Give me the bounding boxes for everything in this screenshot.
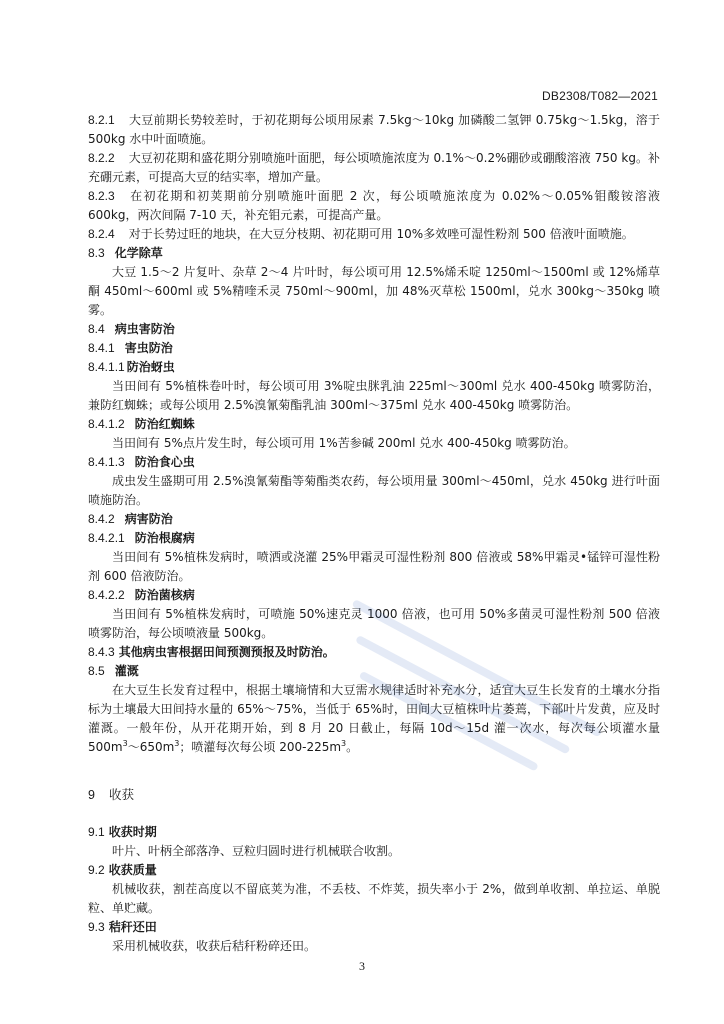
superscript: 3	[341, 739, 347, 748]
clause-text: 大豆初花期和盛花期分别喷施叶面肥，每公顷喷施浓度为 0.1%～0.2%硼砂或硼酸溶液 750 kg。补充硼元素，可提高大豆的结实率，增加产量。	[88, 151, 660, 184]
heading-number: 8.4.2	[88, 512, 115, 526]
clause-number: 8.2.4	[88, 227, 115, 241]
heading-title: 其他病虫害根据田间预测预报及时防治。	[118, 645, 335, 659]
heading-number: 8.4.1.2	[88, 417, 125, 431]
heading-number: 8.5	[88, 664, 105, 678]
heading-8-3	[88, 244, 660, 263]
text-part: 。	[346, 740, 359, 754]
clause-text-9-1: 叶片、叶柄全部落净、豆粒归圆时进行机械联合收割。	[112, 844, 401, 858]
heading-title: 收获时期	[108, 825, 157, 839]
heading-8-4-1-3	[88, 453, 660, 472]
superscript: 3	[174, 739, 180, 748]
heading-number: 8.4	[88, 322, 105, 336]
heading-number: 9.1	[88, 825, 105, 839]
clause-8-2-4	[88, 225, 660, 244]
clause-text-8-4-1-1: 当田间有 5%植株卷叶时，每公顷可用 3%啶虫脒乳油 225ml～300ml 兑水 400-450kg 喷雾防治，兼防红蜘蛛；或每公顷用 2.5%溴氰菊酯乳油 300ml～375ml 兑水 400-450kg 喷雾防治。	[88, 379, 660, 412]
text-part: ；喷灌每次每公顷 200-225m	[179, 740, 342, 754]
heading-8-5	[88, 662, 660, 681]
heading-8-4-2	[88, 510, 660, 529]
heading-8-4-1-1	[88, 358, 660, 377]
heading-title: 防治食心虫	[134, 455, 195, 469]
heading-number: 8.4.3	[88, 645, 115, 659]
clause-text-8-5	[88, 681, 660, 757]
clause-number: 8.2.3	[88, 189, 115, 203]
heading-title: 化学除草	[114, 246, 163, 260]
heading-9-1	[88, 823, 660, 842]
heading-title: 防治蚜虫	[126, 360, 175, 374]
heading-title: 防治根腐病	[134, 531, 195, 545]
heading-title: 害虫防治	[124, 341, 173, 355]
heading-9-3	[88, 918, 660, 937]
heading-title: 病虫害防治	[114, 322, 175, 336]
clause-text-8-4-1-2: 当田间有 5%点片发生时，每公顷可用 1%苦参碱 200ml 兑水 400-450kg 喷雾防治。	[112, 436, 576, 450]
document-body	[88, 111, 660, 956]
chapter-number: 9	[88, 788, 95, 802]
heading-number: 8.4.1.3	[88, 455, 125, 469]
heading-title: 防治红蜘蛛	[134, 417, 195, 431]
heading-8-4	[88, 320, 660, 339]
chapter-title: 收获	[108, 787, 134, 802]
document-code: DB2308/T082—2021	[542, 89, 658, 103]
superscript: 3	[122, 739, 128, 748]
heading-number: 8.4.1	[88, 341, 115, 355]
clause-text-9-3: 采用机械收获，收获后秸秆粉碎还田。	[112, 939, 317, 953]
heading-number: 8.4.1.1	[88, 360, 125, 374]
heading-8-4-2-2	[88, 586, 660, 605]
clause-text: 在初花期和初荚期前分别喷施叶面肥 2 次，每公顷喷施浓度为 0.02%～0.05%钼酸铵溶液 600kg，两次间隔 7-10 天，补充钼元素，可提高产量。	[88, 189, 660, 222]
heading-title: 秸秆还田	[108, 920, 157, 934]
heading-title: 灌溉	[114, 664, 139, 678]
heading-8-4-2-1	[88, 529, 660, 548]
heading-number: 8.3	[88, 246, 105, 260]
clause-text: 对于长势过旺的地块，在大豆分枝期、初花期可用 10%多效唑可湿性粉剂 500 倍液叶面喷施。	[128, 227, 634, 241]
heading-number: 9.2	[88, 863, 105, 877]
clause-text: 大豆前期长势较差时，于初花期每公顷用尿素 7.5kg～10kg 加磷酸二氢钾 0.75kg～1.5kg，溶于 500kg 水中叶面喷施。	[88, 113, 660, 146]
heading-8-4-1-2	[88, 415, 660, 434]
clause-text-8-4-2-1: 当田间有 5%植株发病时，喷洒或浇灌 25%甲霜灵可湿性粉剂 800 倍液或 58%甲霜灵•锰锌可湿性粉剂 600 倍液防治。	[88, 550, 660, 583]
heading-number: 9.3	[88, 920, 105, 934]
heading-title: 收获质量	[108, 863, 157, 877]
clause-8-2-3	[88, 187, 660, 225]
chapter-9-heading	[88, 785, 660, 805]
clause-text-9-2: 机械收获，割茬高度以不留底荚为准，不丢枝、不炸荚，损失率小于 2%，做到单收割、单拉运、单脱粒、单贮藏。	[88, 882, 660, 915]
heading-8-4-3	[88, 643, 660, 662]
page-number: 3	[359, 959, 365, 973]
clause-number: 8.2.1	[88, 113, 115, 127]
heading-title: 防治菌核病	[134, 588, 195, 602]
clause-8-2-2	[88, 149, 660, 187]
clause-8-2-1	[88, 111, 660, 149]
heading-8-4-1	[88, 339, 660, 358]
clause-text-8-3: 大豆 1.5～2 片复叶、杂草 2～4 片叶时，每公顷可用 12.5%烯禾啶 1250ml～1500ml 或 12%烯草酮 450ml～600ml 或 5%精喹禾灵 750ml～900ml，加 48%灭草松 1500ml，兑水 300kg～350kg 喷雾。	[88, 265, 660, 317]
text-part: ～650m	[127, 740, 175, 754]
heading-number: 8.4.2.2	[88, 588, 125, 602]
clause-text-8-4-2-2: 当田间有 5%植株发病时，可喷施 50%速克灵 1000 倍液，也可用 50%多菌灵可湿性粉剂 500 倍液喷雾防治，每公顷喷液量 500kg。	[88, 607, 660, 640]
clause-text-8-4-1-3: 成虫发生盛期可用 2.5%溴氰菊酯等菊酯类农药，每公顷用量 300ml～450ml，兑水 450kg 进行叶面喷施防治。	[88, 474, 660, 507]
heading-9-2	[88, 861, 660, 880]
text-part: 在大豆生长发育过程中，根据土壤墒情和大豆需水规律适时补充水分，适宜大豆生长发育的土壤水分指标为土壤最大田间持水量的 65%～75%，当低于 65%时，田间大豆植株叶片萎蔫，下部叶片发黄，应及时灌溉。一般年份，从开花期开始，到 8 月 20 日截止，每隔 10d～15d 灌一次水，每次每公顷灌水量 500m	[88, 683, 660, 754]
clause-number: 8.2.2	[88, 151, 115, 165]
heading-title: 病害防治	[124, 512, 173, 526]
heading-number: 8.4.2.1	[88, 531, 125, 545]
